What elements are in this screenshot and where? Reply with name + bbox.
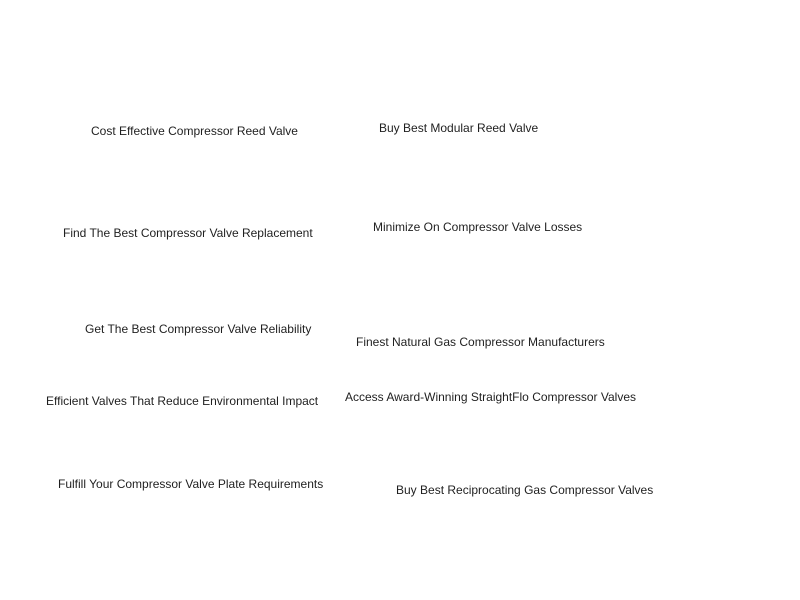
link-straightflo-valves[interactable]: Access Award-Winning StraightFlo Compressor Valves <box>345 390 636 404</box>
link-environmental-impact[interactable]: Efficient Valves That Reduce Environmental Impact <box>46 394 319 408</box>
link-valve-reliability[interactable]: Get The Best Compressor Valve Reliability <box>85 322 312 336</box>
link-reciprocating-valves[interactable]: Buy Best Reciprocating Gas Compressor Valves <box>396 483 654 497</box>
link-cost-effective-reed-valve[interactable]: Cost Effective Compressor Reed Valve <box>91 124 298 138</box>
link-modular-reed-valve[interactable]: Buy Best Modular Reed Valve <box>379 121 539 135</box>
link-valve-replacement[interactable]: Find The Best Compressor Valve Replacement <box>63 226 313 240</box>
link-valve-plate-requirements[interactable]: Fulfill Your Compressor Valve Plate Requirements <box>58 477 324 491</box>
link-gas-compressor-manufacturers[interactable]: Finest Natural Gas Compressor Manufacturers <box>356 335 605 349</box>
link-valve-losses[interactable]: Minimize On Compressor Valve Losses <box>373 220 583 234</box>
